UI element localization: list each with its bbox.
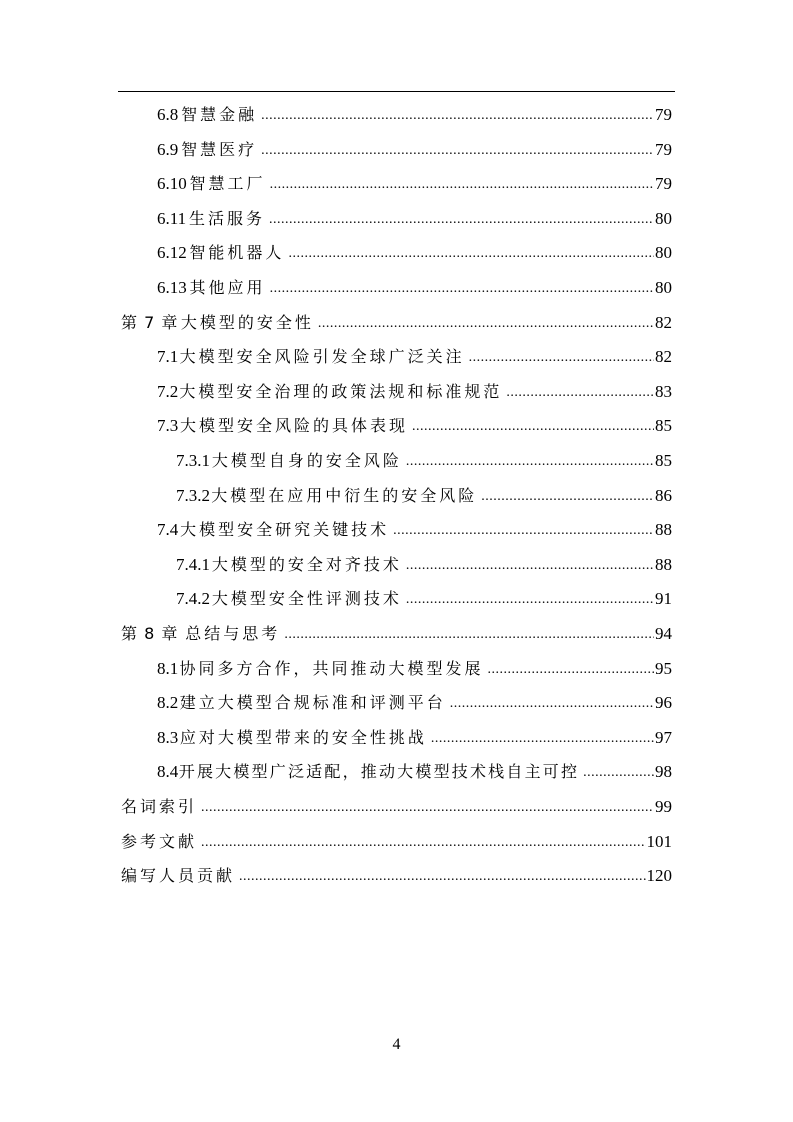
dot-leader [583,763,654,783]
toc-entry-page: 85 [655,451,672,470]
toc-entry-number: 8.3 [157,727,179,747]
dot-leader [481,487,654,507]
toc-entry-title: 协同多方合作，共同推动大模型发展 [179,658,484,678]
toc-entry-title: 应对大模型带来的安全性挑战 [179,727,427,747]
toc-entry-number: 第 8 章 [121,624,179,643]
dot-leader [487,660,654,680]
toc-entry-page: 97 [655,727,672,747]
toc-entry[interactable] [157,131,672,161]
toc-entry-page: 83 [655,381,672,401]
toc-entry-number: 6.12 [157,243,187,263]
toc-subsection-entry[interactable] [176,580,672,610]
dot-leader [393,521,654,541]
toc-entry-number: 8.1 [157,658,179,678]
toc-entry-page: 88 [655,554,672,574]
toc-entry-page: 96 [655,693,672,713]
toc-entry[interactable] [157,234,672,264]
toc-entry-title: 大模型安全风险引发全球广泛关注 [179,347,465,367]
toc-subsection-entry[interactable] [176,546,672,576]
toc-entry-title: 总结与思考 [185,624,281,643]
page-number: 4 [392,1036,401,1053]
toc-entry-page: 82 [655,347,672,367]
toc-entry-title: 名词索引 [121,797,198,816]
toc-subsection-entry[interactable] [176,442,672,472]
dot-leader [288,244,654,264]
toc-entry-page: 79 [655,105,672,124]
toc-entry-number: 6.11 [157,208,187,228]
toc-entry-title: 大模型的安全性 [180,312,314,332]
toc-chapter-entry[interactable] [121,304,672,334]
toc-entry-number: 8.4 [157,762,179,782]
toc-entry-number: 7.4.1 [176,554,210,574]
toc-entry-page: 101 [646,831,672,851]
dot-leader [431,729,654,749]
toc-entry-title: 大模型的安全对齐技术 [211,554,402,574]
toc-entry-title: 智慧金融 [181,105,258,124]
toc-entry[interactable] [157,165,672,195]
toc-entry-page: 80 [655,208,672,228]
toc-entry-page: 91 [655,589,672,609]
toc-entry-page: 99 [655,797,672,816]
toc-entry-title: 大模型安全性评测技术 [211,589,402,609]
toc-entry-page: 120 [646,866,672,886]
toc-entry-title: 建立大模型合规标准和评测平台 [179,693,446,713]
toc-entry-number: 6.10 [157,174,187,194]
toc-appendix-entry[interactable] [121,823,672,853]
dot-leader [261,106,654,126]
toc-entry-page: 98 [655,762,672,782]
header-rule [118,91,675,92]
dot-leader [406,556,654,576]
toc-entry[interactable] [157,338,672,368]
toc-subsection-entry[interactable] [176,477,672,507]
toc-entry[interactable] [157,200,672,230]
toc-entry-number: 7.4.2 [176,589,210,609]
dot-leader [239,867,645,887]
toc-entry-page: 79 [655,174,672,194]
toc-entry-number: 6.8 [157,105,179,124]
dot-leader [284,625,654,645]
toc-entry-number: 7.2 [157,381,179,401]
toc-entry-title: 大模型在应用中衍生的安全风险 [211,485,478,505]
dot-leader [469,348,654,368]
toc-entry[interactable] [157,650,672,680]
dot-leader [261,141,654,161]
toc-entry-number: 第 7 章 [121,312,179,332]
toc-entry-number: 7.3.1 [176,451,210,470]
toc-entry-title: 大模型安全研究关键技术 [180,520,390,540]
toc-entry-page: 80 [655,278,672,297]
dot-leader [406,452,654,472]
toc-entry[interactable] [157,269,672,299]
dot-leader [406,590,654,610]
toc-entry-number: 6.9 [157,139,179,159]
toc-entry-title: 生活服务 [188,208,265,228]
toc-entry-number: 7.4 [157,520,179,540]
toc-entry-page: 82 [655,312,672,332]
toc-entry-page: 95 [655,658,672,678]
toc-entry[interactable] [157,684,672,714]
toc-entry-title: 大模型安全风险的具体表现 [180,416,409,436]
toc-entry-page: 86 [655,485,672,505]
toc-entry[interactable] [157,407,672,437]
toc-entry-number: 8.2 [157,693,179,713]
toc-entry-number: 6.13 [157,278,187,297]
dot-leader [269,210,654,230]
toc-entry-title: 智能机器人 [189,243,285,263]
toc-entry-title: 大模型自身的安全风险 [211,451,402,470]
toc-entry-title: 智慧工厂 [189,174,266,194]
toc-entry-title: 大模型安全治理的政策法规和标准规范 [179,381,503,401]
dot-leader [270,279,654,299]
toc-entry-page: 85 [655,416,672,436]
dot-leader [270,175,654,195]
toc-entry-title: 编写人员贡献 [121,866,236,886]
toc-entry-page: 88 [655,520,672,540]
toc-entry[interactable] [157,96,672,126]
toc-entry-number: 7.3.2 [176,485,210,505]
toc-entry[interactable] [157,719,672,749]
toc-entry-page: 79 [655,139,672,159]
dot-leader [201,833,645,853]
toc-entry[interactable] [157,373,672,403]
toc-entry-title: 参考文献 [121,831,198,851]
toc-appendix-entry[interactable] [121,857,672,887]
toc-entry-number: 7.3 [157,416,179,436]
toc-entry[interactable] [157,753,672,783]
toc-entry-title: 开展大模型广泛适配，推动大模型技术栈自主可控 [178,762,580,782]
dot-leader [506,383,654,403]
toc-entry-page: 94 [655,624,672,643]
toc-entry-page: 80 [655,243,672,263]
dot-leader [412,417,654,437]
dot-leader [201,798,654,818]
toc-appendix-entry[interactable] [121,788,672,818]
toc-chapter-entry[interactable] [121,615,672,645]
toc-entry[interactable] [157,511,672,541]
dot-leader [450,694,654,714]
toc-entry-number: 7.1 [157,347,179,367]
toc-entry-title: 其他应用 [189,278,266,297]
dot-leader [318,314,654,334]
toc-entry-title: 智慧医疗 [181,139,258,159]
